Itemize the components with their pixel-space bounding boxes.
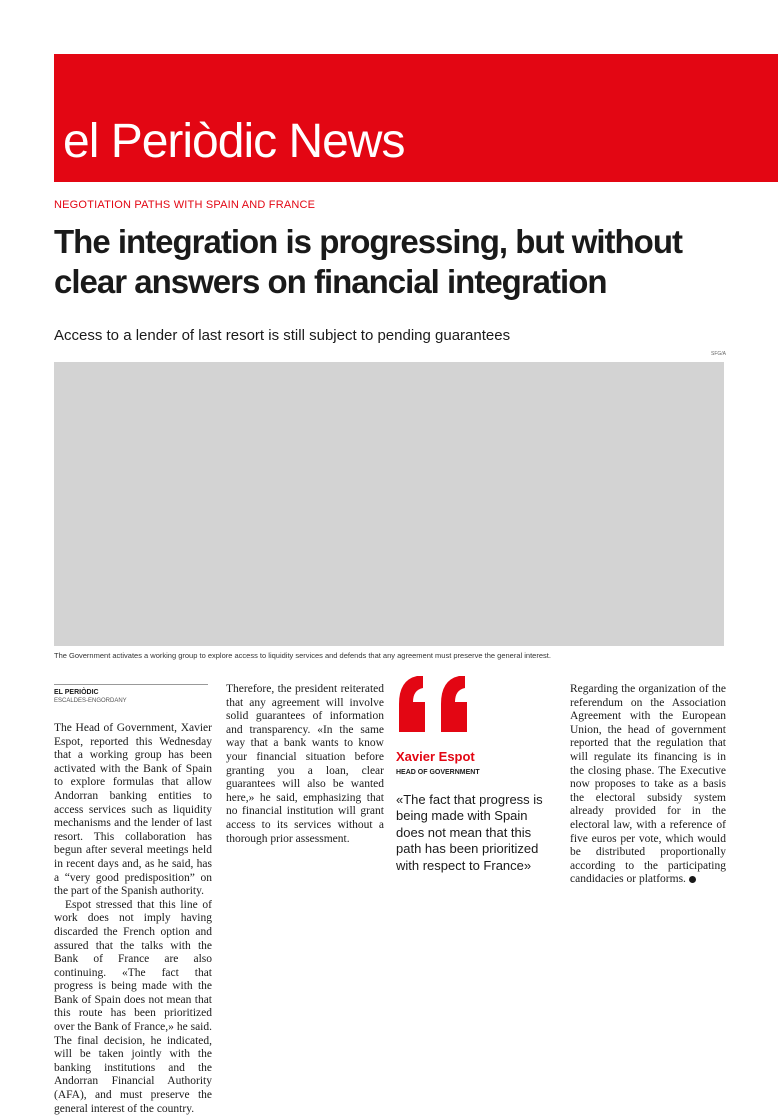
- byline-name: EL PERIÒDIC: [54, 689, 99, 696]
- body-paragraph-text: Regarding the organization of the referendum on the Association Agreement with the European Union, the head of government reported that the regulation that will regulate its financing is in the closing phase. The Executive now proposes to take as a basis the electoral subsidy system already provided for in the electoral law, with a reference of five euros per vote, which would be distributed proportionally according to the participating candidacies or platforms.: [570, 683, 726, 886]
- pullquote-text: «The fact that progress is being made with Spain does not mean that this path has been prioritized with respect to France»: [396, 792, 543, 873]
- body-paragraph: [570, 683, 726, 887]
- article-subhead: Access to a lender of last resort is still subject to pending guarantees: [54, 327, 511, 344]
- end-mark-icon: [689, 876, 696, 883]
- photo-caption: The Government activates a working group to explore access to liquidity services and defends that any agreement must preserve the general interest.: [54, 651, 551, 660]
- byline-place: ESCALDES-ENGORDANY: [54, 698, 127, 704]
- body-paragraph: Therefore, the president reiterated that any agreement will involve solid guarantees of information and transparency. «In the same way that a bank wants to know your financial situation before granting you a loan, clear guarantees will also be wanted here,» he said, emphasizing that no financial institution will grant access to its services without a thorough prior assessment.: [226, 683, 384, 845]
- body-paragraph: The Head of Government, Xavier Espot, reported this Wednesday that a working group has been activated with the Bank of Spain to explore formulas that allow Andorran banking entities to access services such as liquidity mechanisms and the lender of last resort. This collaboration has begun after several meetings held in recent days and, as he said, has a “very good predisposition” on the part of the Spanish authority.: [54, 722, 212, 898]
- masthead-logo: el Periòdic News: [63, 115, 405, 168]
- body-paragraph: Espot stressed that this line of work does not imply having discarded the French option and assured that the talks with the Bank of France are also continuing. «The fact that progress is being made with the Bank of Spain does not mean that this route has been prioritized over the Bank of France,» he said. The final decision, he indicated, will be taken jointly with the banking institutions and the Andorran Financial Authority (AFA), and must preserve the general interest of the country.: [54, 898, 212, 1115]
- body-column-1: [54, 722, 212, 1116]
- body-column-2: [226, 683, 384, 846]
- article-photo: [54, 362, 724, 646]
- article-kicker: NEGOTIATION PATHS WITH SPAIN AND FRANCE: [54, 199, 316, 211]
- pullquote-name: Xavier Espot: [396, 749, 475, 764]
- quote-mark-icon: [395, 674, 479, 734]
- body-column-4: [570, 683, 726, 887]
- pullquote-role: HEAD OF GOVERNMENT: [396, 769, 480, 776]
- byline-divider: [54, 684, 208, 685]
- masthead: [54, 54, 778, 182]
- photo-credit: SFG/A: [711, 351, 727, 357]
- article-headline: The integration is progressing, but without clear answers on financial integration: [54, 223, 682, 300]
